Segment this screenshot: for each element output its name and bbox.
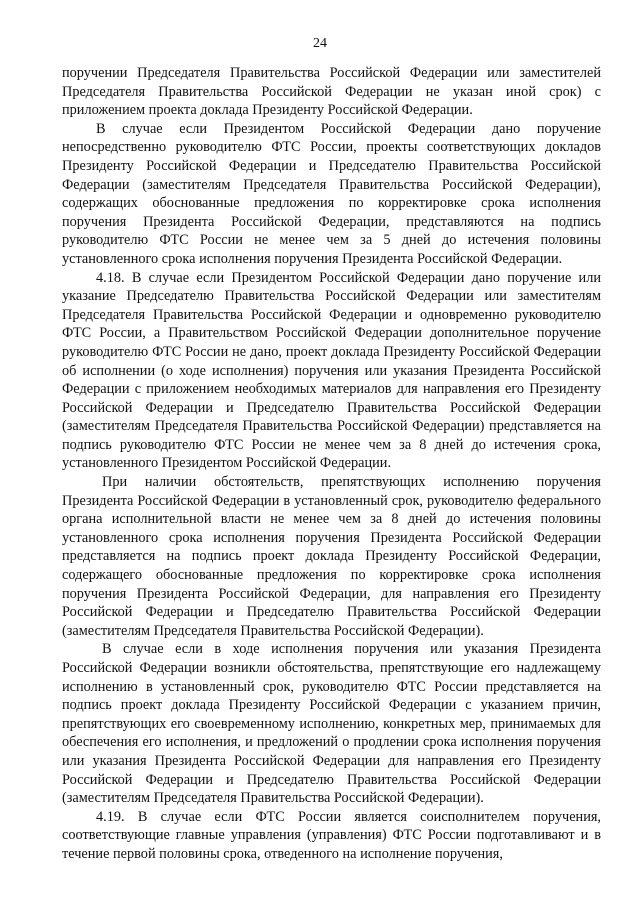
paragraph-direct-instruction: В случае если Президентом Российской Федерации дано поручение непосредственно руководителю ФТС России, проекты соответствующих докладов Президенту Российской Федерации и Председателю Правительства Российской Федерации (заместителям Председателя Правительства Российской Федерации), содержащих обоснованные предложения по корректировке срока исполнения поручения Президента Российской Федерации, представляются на подпись руководителю ФТС России не менее чем за 5 дней до истечения половины установленного срока исполнения поручения Президента Российской Федерации. [62, 120, 601, 267]
paragraph-continuation: поручении Председателя Правительства Российской Федерации или заместителей Председателя Правительства Российской Федерации не указан иной срок) с приложением проекта доклада Президенту Российской Федерации. [62, 65, 601, 119]
paragraph-obstacles-deadline: При наличии обстоятельств, препятствующих исполнению поручения Президента Российской Федерации в установленный срок, руководителю федерального органа исполнительной власти не менее чем за 8 дней до истечения половины установленного срока исполнения поручения Президента Российской Федерации представляется на подпись проект доклада Президенту Российской Федерации, содержащего обоснованные предложения по корректировке срока исполнения поручения Президента Российской Федерации, для направления его Президенту Российской Федерации и Председателю Правительства Российской Федерации (заместителям Председателя Правительства Российской Федерации). [62, 474, 601, 639]
paragraph-obstacles-execution: В случае если в ходе исполнения поручения или указания Президента Российской Федерации возникли обстоятельства, препятствующие его надлежащему исполнению в установленный срок, руководителю ФТС России представляется на подпись проект доклада Президенту Российской Федерации с указанием причин, препятствующих его своевременному исполнению, конкретных мер, принимаемых для обеспечения его исполнения, и предложений о продлении срока исполнения поручения или указания Президента Российской Федерации для направления его Президенту Российской Федерации и Председателю Правительства Российской Федерации (заместителям Председателя Правительства Российской Федерации). [62, 641, 601, 807]
document-body [62, 64, 601, 864]
paragraph-4-19: 4.19. В случае если ФТС России является соисполнителем поручения, соответствующие главные управления (управления) ФТС России подготавливают и в течение первой половины срока, отведенного на исполнение поручения, [62, 808, 601, 862]
page-number: 24 [313, 36, 327, 51]
paragraph-4-18: 4.18. В случае если Президентом Российской Федерации дано поручение или указание Председателю Правительства Российской Федерации или заместителям Председателя Правительства Российской Федерации и одновременно руководителю ФТС России, а Правительством Российской Федерации дополнительное поручение руководителю ФТС России не дано, проект доклада Президенту Российской Федерации об исполнении (о ходе исполнения) поручения или указания Президента Российской Федерации с приложением необходимых материалов для направления его Президенту Российской Федерации и Председателю Правительства Российской Федерации (заместителям Председателя Правительства Российской Федерации) представляется на подпись руководителю ФТС России не менее чем за 8 дней до истечения срока, установленного Президентом Российской Федерации. [62, 269, 601, 472]
